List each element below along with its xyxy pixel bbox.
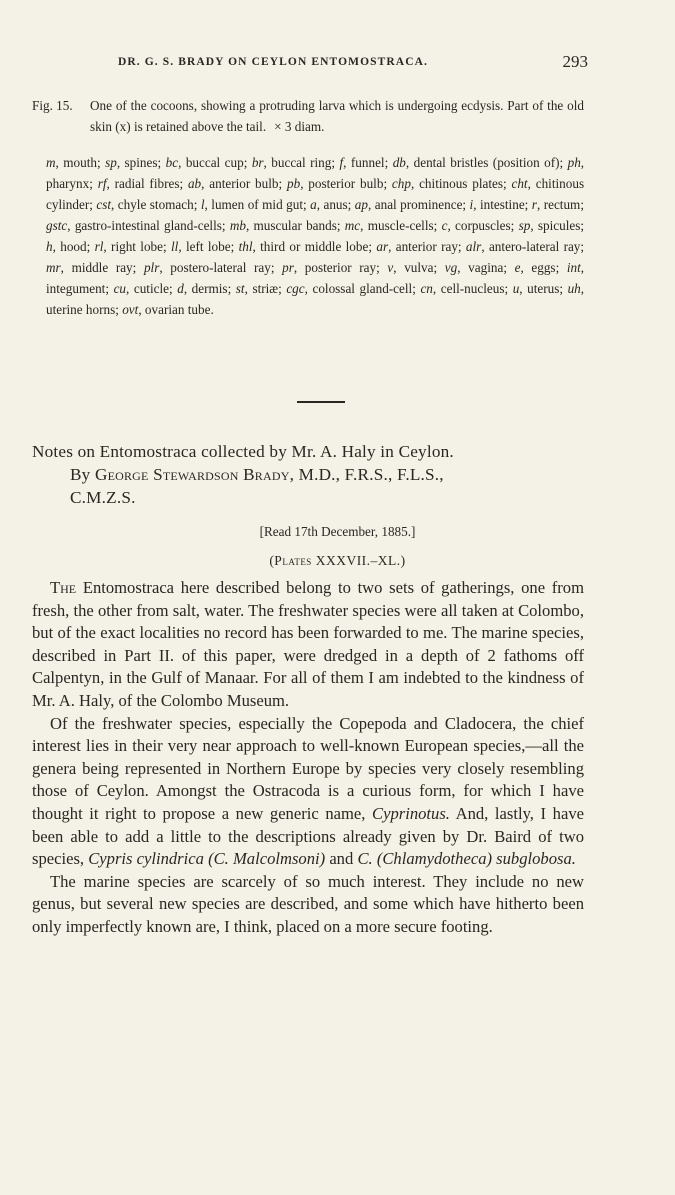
figure-label: Fig. 15. — [32, 98, 73, 113]
legend-abbreviation: cht — [511, 176, 528, 191]
author-degrees: M.D., F.R.S., F.L.S., — [298, 465, 444, 484]
legend-abbreviation: c — [441, 218, 448, 233]
running-title: DR. G. S. BRADY ON CEYLON ENTOMOSTRACA. — [118, 56, 428, 68]
legend-abbreviation: f — [339, 155, 344, 170]
legend-description: chitinous plates — [419, 176, 503, 191]
legend-description: eggs — [531, 260, 556, 275]
legend-description: antero-lateral ray — [488, 239, 581, 254]
legend-abbreviation: mb — [229, 218, 246, 233]
legend-abbreviation: ar — [376, 239, 389, 254]
legend-description: muscular bands — [253, 218, 337, 233]
legend-abbreviation: rl — [94, 239, 104, 254]
legend-description: hood — [60, 239, 87, 254]
species-name-1: Cypris cylindrica — [88, 849, 204, 869]
legend-description: spines — [124, 155, 158, 170]
legend-abbreviation: st — [235, 281, 245, 296]
read-date: [Read 17th December, 1885.] — [259, 524, 416, 539]
paper-title-block — [32, 440, 584, 509]
legend-description: right lobe — [111, 239, 163, 254]
legend-description: left lobe — [185, 239, 231, 254]
legend-abbreviation: u — [512, 281, 520, 296]
legend-description: chyle stomach — [117, 197, 194, 212]
legend-description: buccal cup — [185, 155, 244, 170]
legend-abbreviation: ph — [567, 155, 581, 170]
legend-abbreviation: pr — [282, 260, 294, 275]
legend-abbreviation: h — [46, 239, 53, 254]
legend-abbreviation: a — [310, 197, 317, 212]
paper-title: Notes on Entomostraca collected by Mr. A. Haly in Ceylon. — [32, 442, 454, 461]
legend-description: buccal ring — [271, 155, 332, 170]
genus-name: Cyprinotus. — [372, 803, 450, 823]
species-2-name: subglobosa. — [496, 849, 576, 869]
legend-description: anus — [323, 197, 348, 212]
legend-abbreviation: cu — [113, 281, 127, 296]
legend-abbreviation: ap — [354, 197, 368, 212]
legend-description: anterior bulb — [209, 176, 279, 191]
legend-description: striæ — [252, 281, 279, 296]
author-degrees-line2: C.M.Z.S. — [70, 488, 136, 507]
legend-abbreviation: bc — [165, 155, 179, 170]
legend-abbreviation: r — [531, 197, 537, 212]
legend-description: corpuscles — [455, 218, 511, 233]
section-divider — [297, 401, 345, 403]
legend-description: uterus — [527, 281, 560, 296]
legend-abbreviation: chp — [391, 176, 411, 191]
legend-abbreviation: gstc — [46, 218, 68, 233]
figure-caption — [32, 95, 584, 137]
species-synonym: (C. Malcolmsoni) — [208, 849, 326, 869]
legend-abbreviation: l — [200, 197, 205, 212]
legend-abbreviation: sp — [518, 218, 531, 233]
legend-description: dermis — [191, 281, 228, 296]
legend-abbreviation: br — [251, 155, 264, 170]
legend-description: gastro-intestinal gland-cells — [74, 218, 222, 233]
legend-description: rectum — [543, 197, 581, 212]
legend-abbreviation: m — [46, 155, 56, 170]
legend-abbreviation: cgc — [286, 281, 305, 296]
paragraph-2-text-b: And, lastly, I have been able to add a little to the descriptions already given by Dr. Baird of two species, — [32, 803, 584, 869]
legend-abbreviation: v — [387, 260, 394, 275]
legend-abbreviation: ovt — [122, 302, 139, 317]
legend-abbreviation: int — [566, 260, 581, 275]
legend-abbreviation: cst — [96, 197, 111, 212]
paragraph-2-text-a: Of the freshwater species, especially the Copepoda and Cladocera, the chief interest lies in their very near approach to well-known European species,—all the genera being represented in Northern Europe by species very closely resembling those of Ceylon. Amongst the Ostracoda is a curious form, for which I have thought it right to propose a new generic name, — [32, 713, 584, 823]
legend-abbreviation: pb — [287, 176, 301, 191]
paragraph-2 — [32, 713, 584, 871]
legend-abbreviation: plr — [143, 260, 160, 275]
legend-abbreviation: i — [469, 197, 474, 212]
figure-magnification: × 3 diam. — [274, 119, 325, 134]
legend-description: intestine — [479, 197, 525, 212]
legend-description: posterior ray — [304, 260, 377, 275]
legend-description: anterior ray — [395, 239, 458, 254]
legend-abbreviation: db — [392, 155, 406, 170]
legend-description: pharynx — [46, 176, 90, 191]
legend-description: radial fibres — [114, 176, 180, 191]
page-number: 293 — [562, 52, 588, 71]
legend-abbreviation: alr — [465, 239, 482, 254]
legend-abbreviation: ab — [187, 176, 202, 191]
legend-description: lumen of mid gut — [211, 197, 303, 212]
legend-description: middle ray — [71, 260, 133, 275]
legend-description: spicules — [537, 218, 581, 233]
legend-abbreviation: ll — [171, 239, 179, 254]
page-header — [118, 52, 588, 76]
legend-abbreviation: rf — [97, 176, 107, 191]
author-line: By George Stewardson Brady, M.D., F.R.S., F.L.S., — [70, 465, 444, 484]
author-name: George Stewardson Brady — [94, 465, 290, 484]
legend-abbreviation: cn — [420, 281, 433, 296]
legend-description: chitinous cylinder — [46, 176, 585, 212]
legend-description: anal prominence — [374, 197, 463, 212]
legend-body: m, mouth; sp, spines; bc, buccal cup; br, buccal ring; f, funnel; db, dental bristles (position of); ph, pharynx; rf, radial fibres; ab, anterior bulb; pb, posterior bulb; chp, chitinous plates; cht, chitinous cylinder; cst, chyle stomach; l, lumen of mid gut; a, anus; ap, anal prominence; i, intestine; r, rectum; gstc, gastro-intestinal gland-cells; mb, muscular bands; mc, muscle-cells; c, corpuscles; sp, spicules; h, hood; rl, right lobe; ll, left lobe; thl, third or middle lobe; ar, anterior ray; alr, antero-lateral ray; mr, middle ray; plr, postero-lateral ray; pr, posterior ray; v, vulva; vg, vagina; e, eggs; int, integument; cu, cuticle; d, dermis; st, striæ; cgc, colossal gland-cell; cn, cell-nucleus; u, uterus; uh, uterine horns; ovt, ovarian tube. — [46, 155, 585, 317]
legend-description: vulva — [404, 260, 434, 275]
paragraph-3: The marine species are scarcely of so much interest. They include no new genus, but several new species are described, and some which have hitherto been only imperfectly known are, I think, placed on a more secure footing. — [32, 871, 584, 936]
species-2-subgenus: (Chlamydotheca) — [376, 849, 493, 869]
legend-description: funnel — [350, 155, 385, 170]
legend-abbreviation: sp — [105, 155, 117, 170]
legend-abbreviation: e — [514, 260, 521, 275]
legend-abbreviation: uh — [567, 281, 581, 296]
legend-description: ovarian tube — [144, 302, 211, 317]
legend-description: cuticle — [133, 281, 170, 296]
legend-abbreviation: mc — [344, 218, 361, 233]
plates-reference: (Plates XXXVII.–XL.) — [269, 553, 406, 568]
abbreviation-legend — [32, 152, 584, 320]
and-word: and — [329, 849, 354, 869]
legend-abbreviation: vg — [444, 260, 458, 275]
legend-description: integument — [46, 281, 106, 296]
legend-abbreviation: d — [177, 281, 184, 296]
legend-description: mouth — [63, 155, 97, 170]
legend-abbreviation: thl — [238, 239, 253, 254]
legend-abbreviation: mr — [46, 260, 61, 275]
legend-description: postero-lateral ray — [170, 260, 271, 275]
legend-description: muscle-cells — [367, 218, 434, 233]
legend-description: colossal gland-cell — [312, 281, 413, 296]
legend-description: posterior bulb — [308, 176, 384, 191]
legend-description: vagina — [468, 260, 504, 275]
legend-description: uterine horns — [46, 302, 116, 317]
legend-description: cell-nucleus — [440, 281, 505, 296]
paragraph-1 — [32, 577, 584, 713]
by-word: By — [70, 465, 91, 484]
article-body — [32, 577, 584, 939]
paragraph-1-text: Entomostraca here described belong to two sets of gatherings, one from fresh, the other from salt, water. The freshwater species were all taken at Colombo, but of the exact localities no record has been forwarded to me. The marine species, described in Part II. of this paper, were dredged in a depth of 2 fathoms off Calpentyn, in the Gulf of Manaar. For all of them I am indebted to the kindness of Mr. A. Haly, of the Colombo Museum. — [32, 578, 584, 710]
figure-caption-text: One of the cocoons, showing a protruding larva which is undergoing ecdysis. Part of the old skin (x) is retained above the tail. — [90, 98, 584, 134]
lead-word: The — [50, 578, 77, 597]
legend-description: third or middle lobe — [260, 239, 369, 254]
species-2-genus: C. — [357, 849, 373, 869]
legend-description: dental bristles (position of) — [413, 155, 560, 170]
